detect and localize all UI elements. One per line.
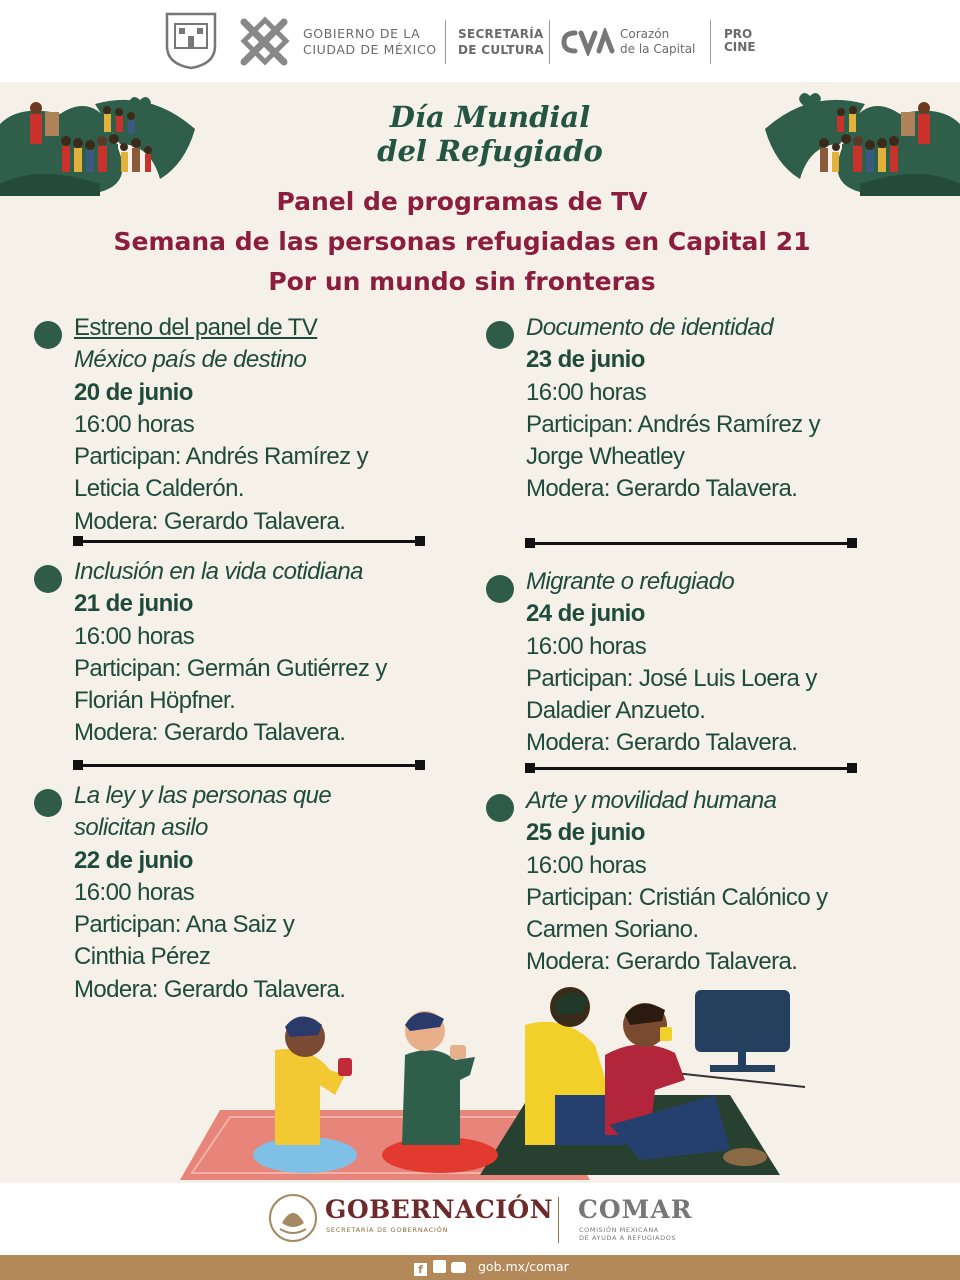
social-icons (414, 1260, 466, 1276)
mexico-coat-of-arms-icon (268, 1193, 318, 1243)
people-watching-tv-illustration (170, 985, 820, 1183)
panel-heading-line: Panel de programas de TV (276, 187, 648, 216)
program-moderator: Modera: Gerardo Talavera. (526, 729, 798, 757)
header-divider (445, 20, 446, 64)
secretaria-cultura-text: SECRETARÍA DE CULTURA (458, 27, 545, 57)
gobernacion-logo-text: GOBERNACIÓN (325, 1195, 554, 1224)
program-participants: Participan: José Luis Loera y (526, 664, 817, 692)
program-participants: Cinthia Pérez (74, 943, 211, 971)
program-title: Migrante o refugiado (526, 568, 735, 595)
program-moderator: Modera: Gerardo Talavera. (526, 475, 798, 503)
corazon-capital-logo-icon (561, 28, 615, 56)
program-participants: Participan: Cristián Calónico y (526, 883, 828, 911)
program-participants: Florián Höpfner. (74, 687, 236, 715)
twitter-icon[interactable] (433, 1260, 446, 1273)
program-participants: Participan: Andrés Ramírez y (526, 410, 820, 438)
procine-logo-text: PRO CINE (724, 27, 756, 54)
program-participants: Leticia Calderón. (74, 475, 244, 503)
program-moderator: Modera: Gerardo Talavera. (526, 948, 798, 976)
program-date: 24 de junio (526, 600, 645, 628)
program-item (526, 312, 926, 506)
program-participants: Participan: Ana Saiz y (74, 911, 295, 939)
cdmx-knot-logo-icon (236, 12, 294, 70)
gobernacion-subtitle: SECRETARÍA DE GOBERNACIÓN (326, 1226, 449, 1234)
panel-heading (0, 182, 924, 302)
bullet-icon (486, 575, 514, 603)
program-title: La ley y las personas que (74, 782, 332, 809)
program-item (74, 556, 474, 750)
footer-divider (558, 1197, 559, 1243)
header-logo-bar (0, 0, 960, 82)
program-moderator: Modera: Gerardo Talavera. (74, 719, 346, 747)
program-moderator: Moderа: Gerardo Talavera. (74, 507, 346, 535)
section-divider (530, 542, 852, 545)
program-title: Arte y movilidad humana (526, 787, 777, 814)
program-title: solicitan asilo (74, 814, 208, 842)
program-participants: Participan: Andrés Ramírez y (74, 443, 368, 471)
header-divider (710, 20, 711, 64)
section-divider (530, 767, 852, 770)
refugees-hands-illustration-left (0, 84, 200, 196)
section-divider (78, 540, 420, 543)
youtube-icon[interactable] (451, 1262, 466, 1273)
program-moderator: Modera: Gerardo Talavera. (74, 975, 346, 1003)
bullet-icon (486, 321, 514, 349)
program-date: 21 de junio (74, 590, 193, 618)
bullet-icon (34, 789, 62, 817)
refugees-hands-illustration-right (765, 84, 960, 196)
program-participants: Daladier Anzueto. (526, 697, 706, 725)
program-time: 16:00 horas (526, 632, 647, 660)
program-time: 16:00 horas (526, 851, 647, 879)
section-divider (78, 764, 420, 767)
program-item (526, 566, 926, 760)
program-title: Inclusión en la vida cotidiana (74, 558, 363, 585)
program-time: 16:00 horas (74, 622, 195, 650)
bullet-icon (486, 794, 514, 822)
program-item (526, 785, 926, 979)
footer-logos (0, 1183, 960, 1255)
program-title: Estreno del panel de TV (74, 314, 318, 341)
bullet-icon (34, 565, 62, 593)
facebook-icon[interactable]: f (414, 1263, 427, 1276)
cdmx-shield-icon (165, 12, 217, 70)
corazon-capital-text: Corazón de la Capital (620, 27, 696, 56)
program-title: Documento de identidad (526, 314, 773, 341)
panel-heading-line: Semana de las personas refugiadas en Capital 21 (113, 227, 811, 256)
program-date: 22 de junio (74, 846, 193, 874)
program-subtitle: México país de destino (74, 346, 307, 374)
program-item (74, 780, 474, 1006)
program-time: 16:00 horas (74, 878, 195, 906)
comar-subtitle: COMISIÓN MEXICANA DE AYUDA A REFUGIADOS (579, 1226, 677, 1242)
bullet-icon (34, 321, 62, 349)
panel-heading-line: Por un mundo sin fronteras (268, 267, 656, 296)
event-title: Día Mundial del Refugiado (377, 100, 603, 168)
program-time: 16:00 horas (526, 378, 647, 406)
comar-logo-text: COMAR (578, 1195, 693, 1224)
program-participants: Jorge Wheatley (526, 443, 685, 471)
footer-url-bar (0, 1255, 960, 1280)
program-participants: Participan: Germán Gutiérrez y (74, 654, 387, 682)
gobierno-cdmx-text: GOBIERNO DE LA CIUDAD DE MÉXICO (303, 26, 437, 57)
program-date: 23 de junio (526, 346, 645, 374)
program-participants: Carmen Soriano. (526, 916, 699, 944)
website-url[interactable]: gob.mx/comar (478, 1259, 569, 1274)
program-item (74, 312, 474, 538)
header-divider (549, 20, 550, 64)
program-date: 20 de junio (74, 378, 193, 406)
program-date: 25 de junio (526, 819, 645, 847)
program-time: 16:00 horas (74, 410, 195, 438)
